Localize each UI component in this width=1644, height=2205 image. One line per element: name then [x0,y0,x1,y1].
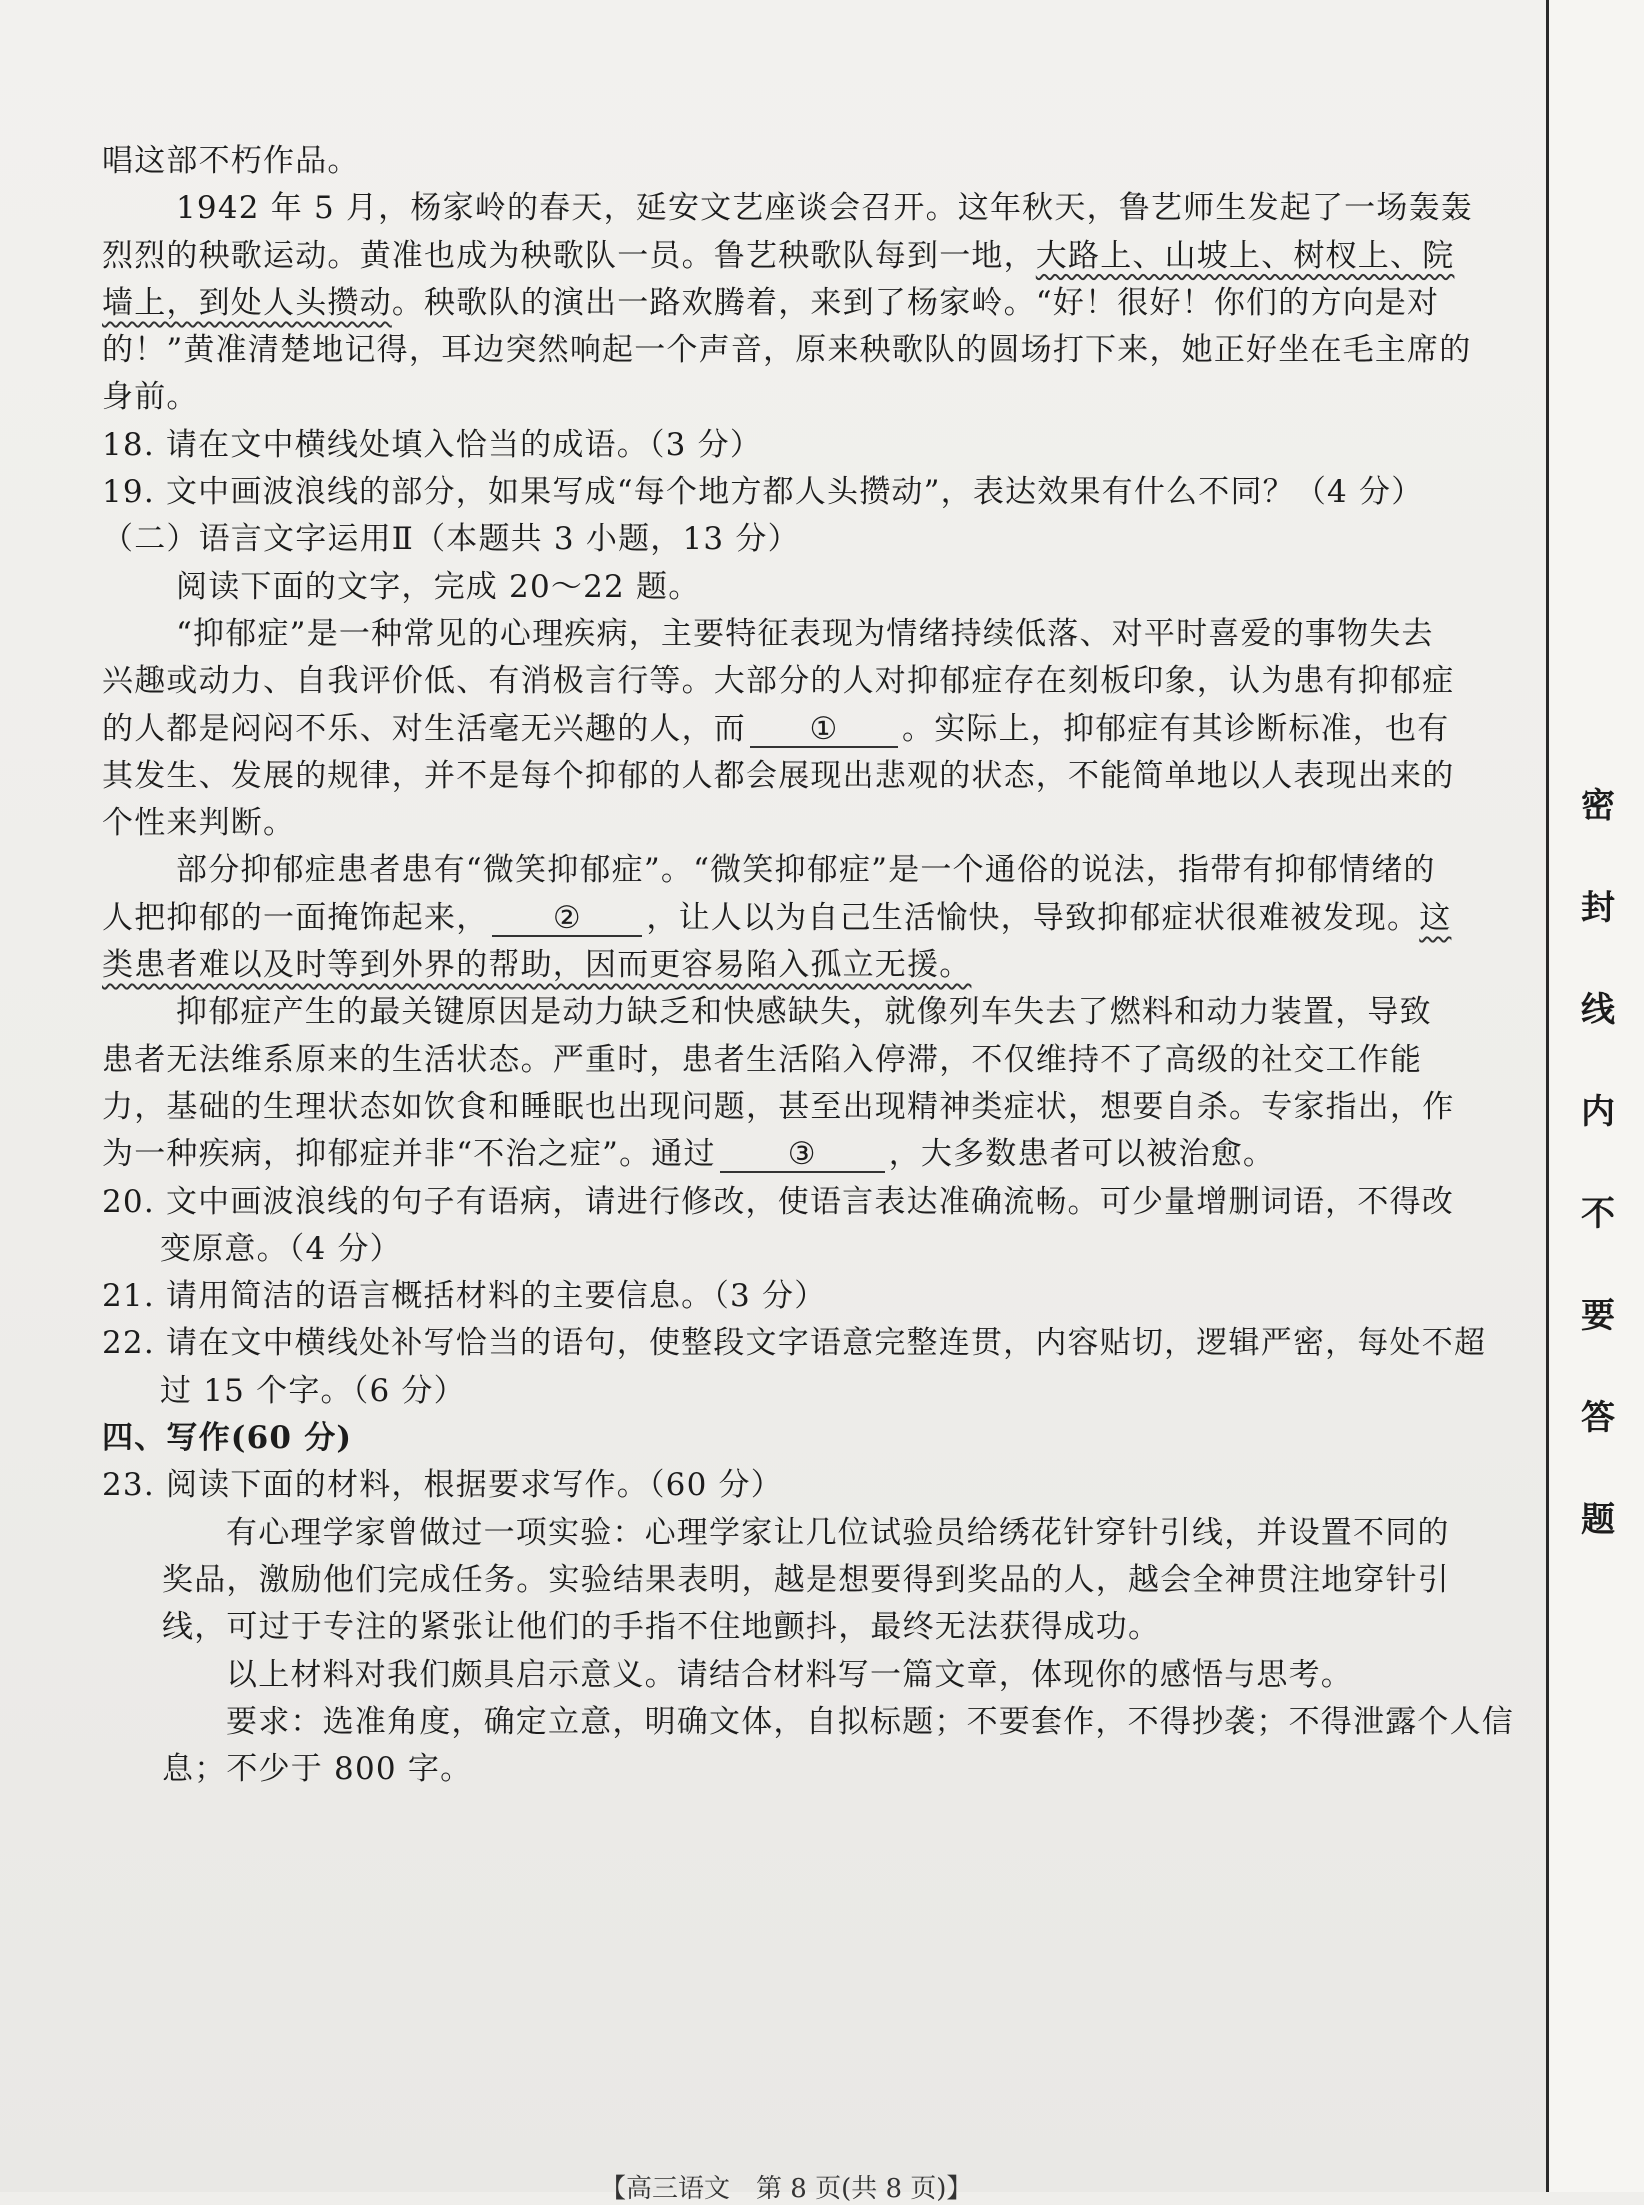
material-line: 息；不少于 800 字。 [162,1751,473,1788]
question-18: 18. 请在文中横线处填入恰当的成语。（3 分） [102,426,763,463]
material-line: 有心理学家曾做过一项实验：心理学家让几位试验员给绣花针穿针引线，并设置不同的 [226,1514,1450,1551]
text-segment: ，让人以为自己生活愉快，导致抑郁症状很难被发现。 [646,899,1420,936]
text-segment: 的人都是闷闷不乐、对生活毫无兴趣的人，而 [102,710,746,747]
passage-line: 唱这部不朽作品。 [102,143,360,179]
passage-line: 1942 年 5 月，杨家岭的春天，延安文艺座谈会召开。这年秋天，鲁艺师生发起了一场轰轰 [176,190,1473,227]
text-line: 力，基础的生理状态如饮食和睡眠也出现问题，甚至出现精神类症状，想要自杀。专家指出，作 [102,1088,1455,1125]
blank-2: ② [492,901,642,937]
question-23: 23. 阅读下面的材料，根据要求写作。（60 分） [102,1467,783,1504]
reading-instruction: 阅读下面的文字，完成 20～22 题。 [176,568,701,605]
wavy-underlined-text: 大路上、山坡上、树杈上、院 [1035,237,1455,274]
passage-line [102,233,1492,280]
text-segment: 人把抑郁的一面掩饰起来， [102,899,489,936]
passage-line: 身前。 [102,379,199,416]
seal-char: 内 [1581,1092,1615,1132]
text-line: 个性来判断。 [102,805,296,842]
passage-line: 的！”黄准清楚地记得，耳边突然响起一个声音，原来秧歌队的圆场打下来，她正好坐在毛主席的 [102,332,1472,369]
text-segment: ，大多数患者可以被治愈。 [888,1136,1276,1173]
section-2-title: （二）语言文字运用Ⅱ（本题共 3 小题，13 分） [102,521,800,558]
seal-char: 密 [1581,786,1615,826]
text-line [102,942,1492,989]
material-line: 以上材料对我们颇具启示意义。请结合材料写一篇文章，体现你的感悟与思考。 [226,1656,1353,1693]
material-line: 奖品，激励他们完成任务。实验结果表明，越是想要得到奖品的人，越会全神贯注地穿针引 [162,1561,1450,1598]
seal-char: 要 [1581,1296,1615,1336]
seal-char: 线 [1581,990,1615,1030]
material-line: 线，可过于专注的紧张让他们的手指不住地颤抖，最终无法获得成功。 [162,1609,1161,1646]
text-line [102,895,1492,942]
blank-1: ① [750,712,898,748]
question-19: 19. 文中画波浪线的部分，如果写成“每个地方都人头攒动”，表达效果有什么不同？（4 分） [102,474,1424,511]
passage-line [102,280,1492,327]
text-line: “抑郁症”是一种常见的心理疾病，主要特征表现为情绪持续低落、对平时喜爱的事物失去 [176,615,1434,652]
passage-text: 烈烈的秧歌运动。黄准也成为秧歌队一员。鲁艺秧歌队每到一地， [102,237,1036,274]
question-20-cont: 变原意。（4 分） [160,1230,402,1267]
seal-char: 答 [1581,1398,1615,1438]
section-4-title: 四、写作(60 分) [102,1420,353,1457]
text-line: 其发生、发展的规律，并不是每个抑郁的人都会展现出悲观的状态，不能简单地以人表现出来的 [102,757,1455,794]
question-21: 21. 请用简洁的语言概括材料的主要信息。（3 分） [102,1278,827,1315]
blank-3: ③ [720,1137,885,1173]
text-line: 兴趣或动力、自我评价低、有消极言行等。大部分的人对抑郁症存在刻板印象，认为患有抑郁症 [102,663,1455,700]
question-22-cont: 过 15 个字。（6 分） [160,1372,466,1409]
question-22: 22. 请在文中横线处补写恰当的语句，使整段文字语意完整连贯，内容贴切，逻辑严密，每处不超 [102,1325,1487,1362]
question-20: 20. 文中画波浪线的句子有语病，请进行修改，使语言表达准确流畅。可少量增删词语，不得改 [102,1183,1454,1220]
text-line: 部分抑郁症患者患有“微笑抑郁症”。“微笑抑郁症”是一个通俗的说法，指带有抑郁情绪的 [176,852,1436,889]
wavy-underlined-text: 类患者难以及时等到外界的帮助，因而更容易陷入孤立无援。 [102,947,972,984]
text-line [102,1131,1492,1178]
seal-char: 题 [1581,1500,1615,1540]
text-line: 抑郁症产生的最关键原因是动力缺乏和快感缺失，就像列车失去了燃料和动力装置，导致 [176,994,1432,1031]
text-line [102,706,1492,753]
text-segment: 。实际上，抑郁症有其诊断标准，也有 [902,710,1450,747]
seal-line-sidebar [1546,0,1644,2192]
page-footer: 【高三语文 第 8 页(共 8 页)】 [600,2174,973,2204]
seal-char: 封 [1581,888,1615,928]
seal-char: 不 [1581,1194,1615,1234]
exam-content [102,138,1514,1793]
passage-text: 。秧歌队的演出一路欢腾着，来到了杨家岭。“好！很好！你们的方向是对 [391,284,1440,321]
text-line: 患者无法维系原来的生活状态。严重时，患者生活陷入停滞，不仅维持不了高级的社交工作能 [102,1041,1423,1078]
material-line: 要求：选准角度，确定立意，明确文体，自拟标题；不要套作，不得抄袭；不得泄露个人信 [226,1703,1514,1740]
wavy-underlined-text: 这 [1419,899,1452,936]
text-segment: 为一种疾病，抑郁症并非“不治之症”。通过 [102,1136,716,1173]
wavy-underlined-text: 墙上，到处人头攒动 [102,284,392,321]
